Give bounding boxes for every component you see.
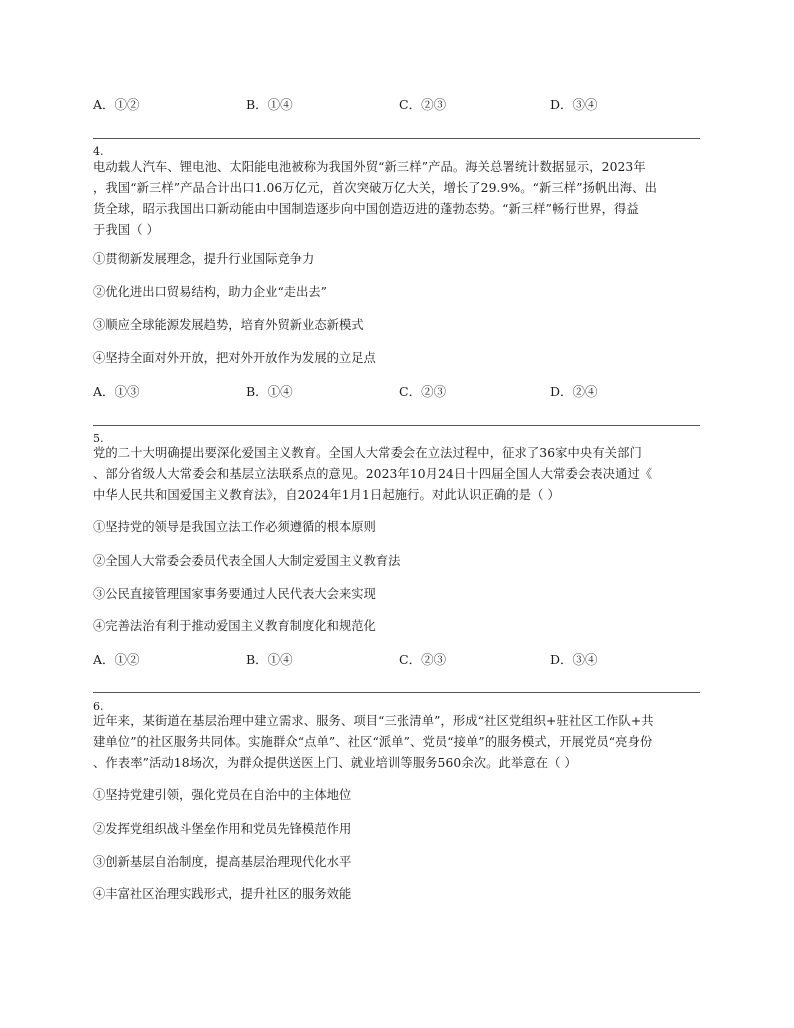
stem-line: 党的二十大明确提出要深化爱国主义教育。全国人大常委会在立法过程中，征求了36家中央有关部门 <box>93 446 642 460</box>
option-c[interactable]: C．②③ <box>399 97 447 112</box>
option-d[interactable]: D．③④ <box>550 97 598 112</box>
option-c[interactable]: C．②③ <box>399 652 447 667</box>
question-stem <box>93 443 703 506</box>
option-b[interactable]: B．①④ <box>246 652 293 667</box>
divider <box>93 138 700 139</box>
statement-item: ②全国人大常委会委员代表全国人大制定爱国主义教育法 <box>93 554 401 568</box>
question-number: 6. <box>93 700 104 713</box>
stem-line: 于我国（ ） <box>93 223 159 237</box>
stem-line: 建单位”的社区服务共同体。实施群众“点单”、社区“派单”、党员“接单”的服务模式，开展党员“亮身份 <box>93 735 653 749</box>
statement-item: ③创新基层自治制度，提高基层治理现代化水平 <box>93 855 352 869</box>
stem-line: 中华人民共和国爱国主义教育法》，自2024年1月1日起施行。对此认识正确的是（ ） <box>93 488 560 502</box>
option-a[interactable]: A．①② <box>93 652 140 667</box>
option-b[interactable]: B．①④ <box>246 384 293 399</box>
statement-item: ④坚持全面对外开放，把对外开放作为发展的立足点 <box>93 351 376 365</box>
question-options <box>93 382 713 400</box>
statement-item: ④完善法治有利于推动爱国主义教育制度化和规范化 <box>93 619 376 633</box>
statement-item: ①坚持党的领导是我国立法工作必须遵循的根本原则 <box>93 520 376 534</box>
stem-line: 货全球，昭示我国出口新动能由中国制造逐步向中国创造迈进的蓬勃态势。“新三样”畅行世界，得益 <box>93 202 639 216</box>
statement-item: ③顺应全球能源发展趋势，培育外贸新业态新模式 <box>93 318 364 332</box>
option-d[interactable]: D．②④ <box>550 384 598 399</box>
prev-question-options <box>93 95 713 113</box>
question-stem <box>93 711 703 774</box>
stem-line: 电动载人汽车、锂电池、太阳能电池被称为我国外贸“新三样”产品。海关总署统计数据显示，2023年 <box>93 160 646 174</box>
question-stem <box>93 157 703 241</box>
question-number: 5. <box>93 432 104 445</box>
option-d[interactable]: D．③④ <box>550 652 598 667</box>
stem-line: 近年来，某街道在基层治理中建立需求、服务、项目“三张清单”，形成“社区党组织+驻社区工作队+共 <box>93 714 654 728</box>
option-b[interactable]: B．①④ <box>246 97 293 112</box>
stem-line: ，我国“新三样”产品合计出口1.06万亿元，首次突破万亿大关，增长了29.9%。“新三样”扬帆出海、出 <box>93 181 657 195</box>
statement-item: ④丰富社区治理实践形式，提升社区的服务效能 <box>93 887 352 901</box>
statement-item: ③公民直接管理国家事务要通过人民代表大会来实现 <box>93 587 376 601</box>
stem-line: 、作表率”活动18场次，为群众提供送医上门、就业培训等服务560余次。此举意在（ ） <box>93 756 577 770</box>
divider <box>93 425 700 426</box>
question-options <box>93 650 713 668</box>
statement-item: ①贯彻新发展理念，提升行业国际竞争力 <box>93 252 315 266</box>
statement-item: ②优化进出口贸易结构，助力企业“走出去” <box>93 285 327 299</box>
stem-line: 、部分省级人大常委会和基层立法联系点的意见。2023年10月24日十四届全国人大常委会表决通过《 <box>93 467 653 481</box>
option-a[interactable]: A．①② <box>93 97 140 112</box>
statement-item: ②发挥党组织战斗堡垒作用和党员先锋模范作用 <box>93 822 352 836</box>
option-c[interactable]: C．②③ <box>399 384 447 399</box>
question-number: 4. <box>93 145 104 158</box>
divider <box>93 692 700 693</box>
option-a[interactable]: A．①③ <box>93 384 140 399</box>
statement-item: ①坚持党建引领，强化党员在自治中的主体地位 <box>93 788 352 802</box>
